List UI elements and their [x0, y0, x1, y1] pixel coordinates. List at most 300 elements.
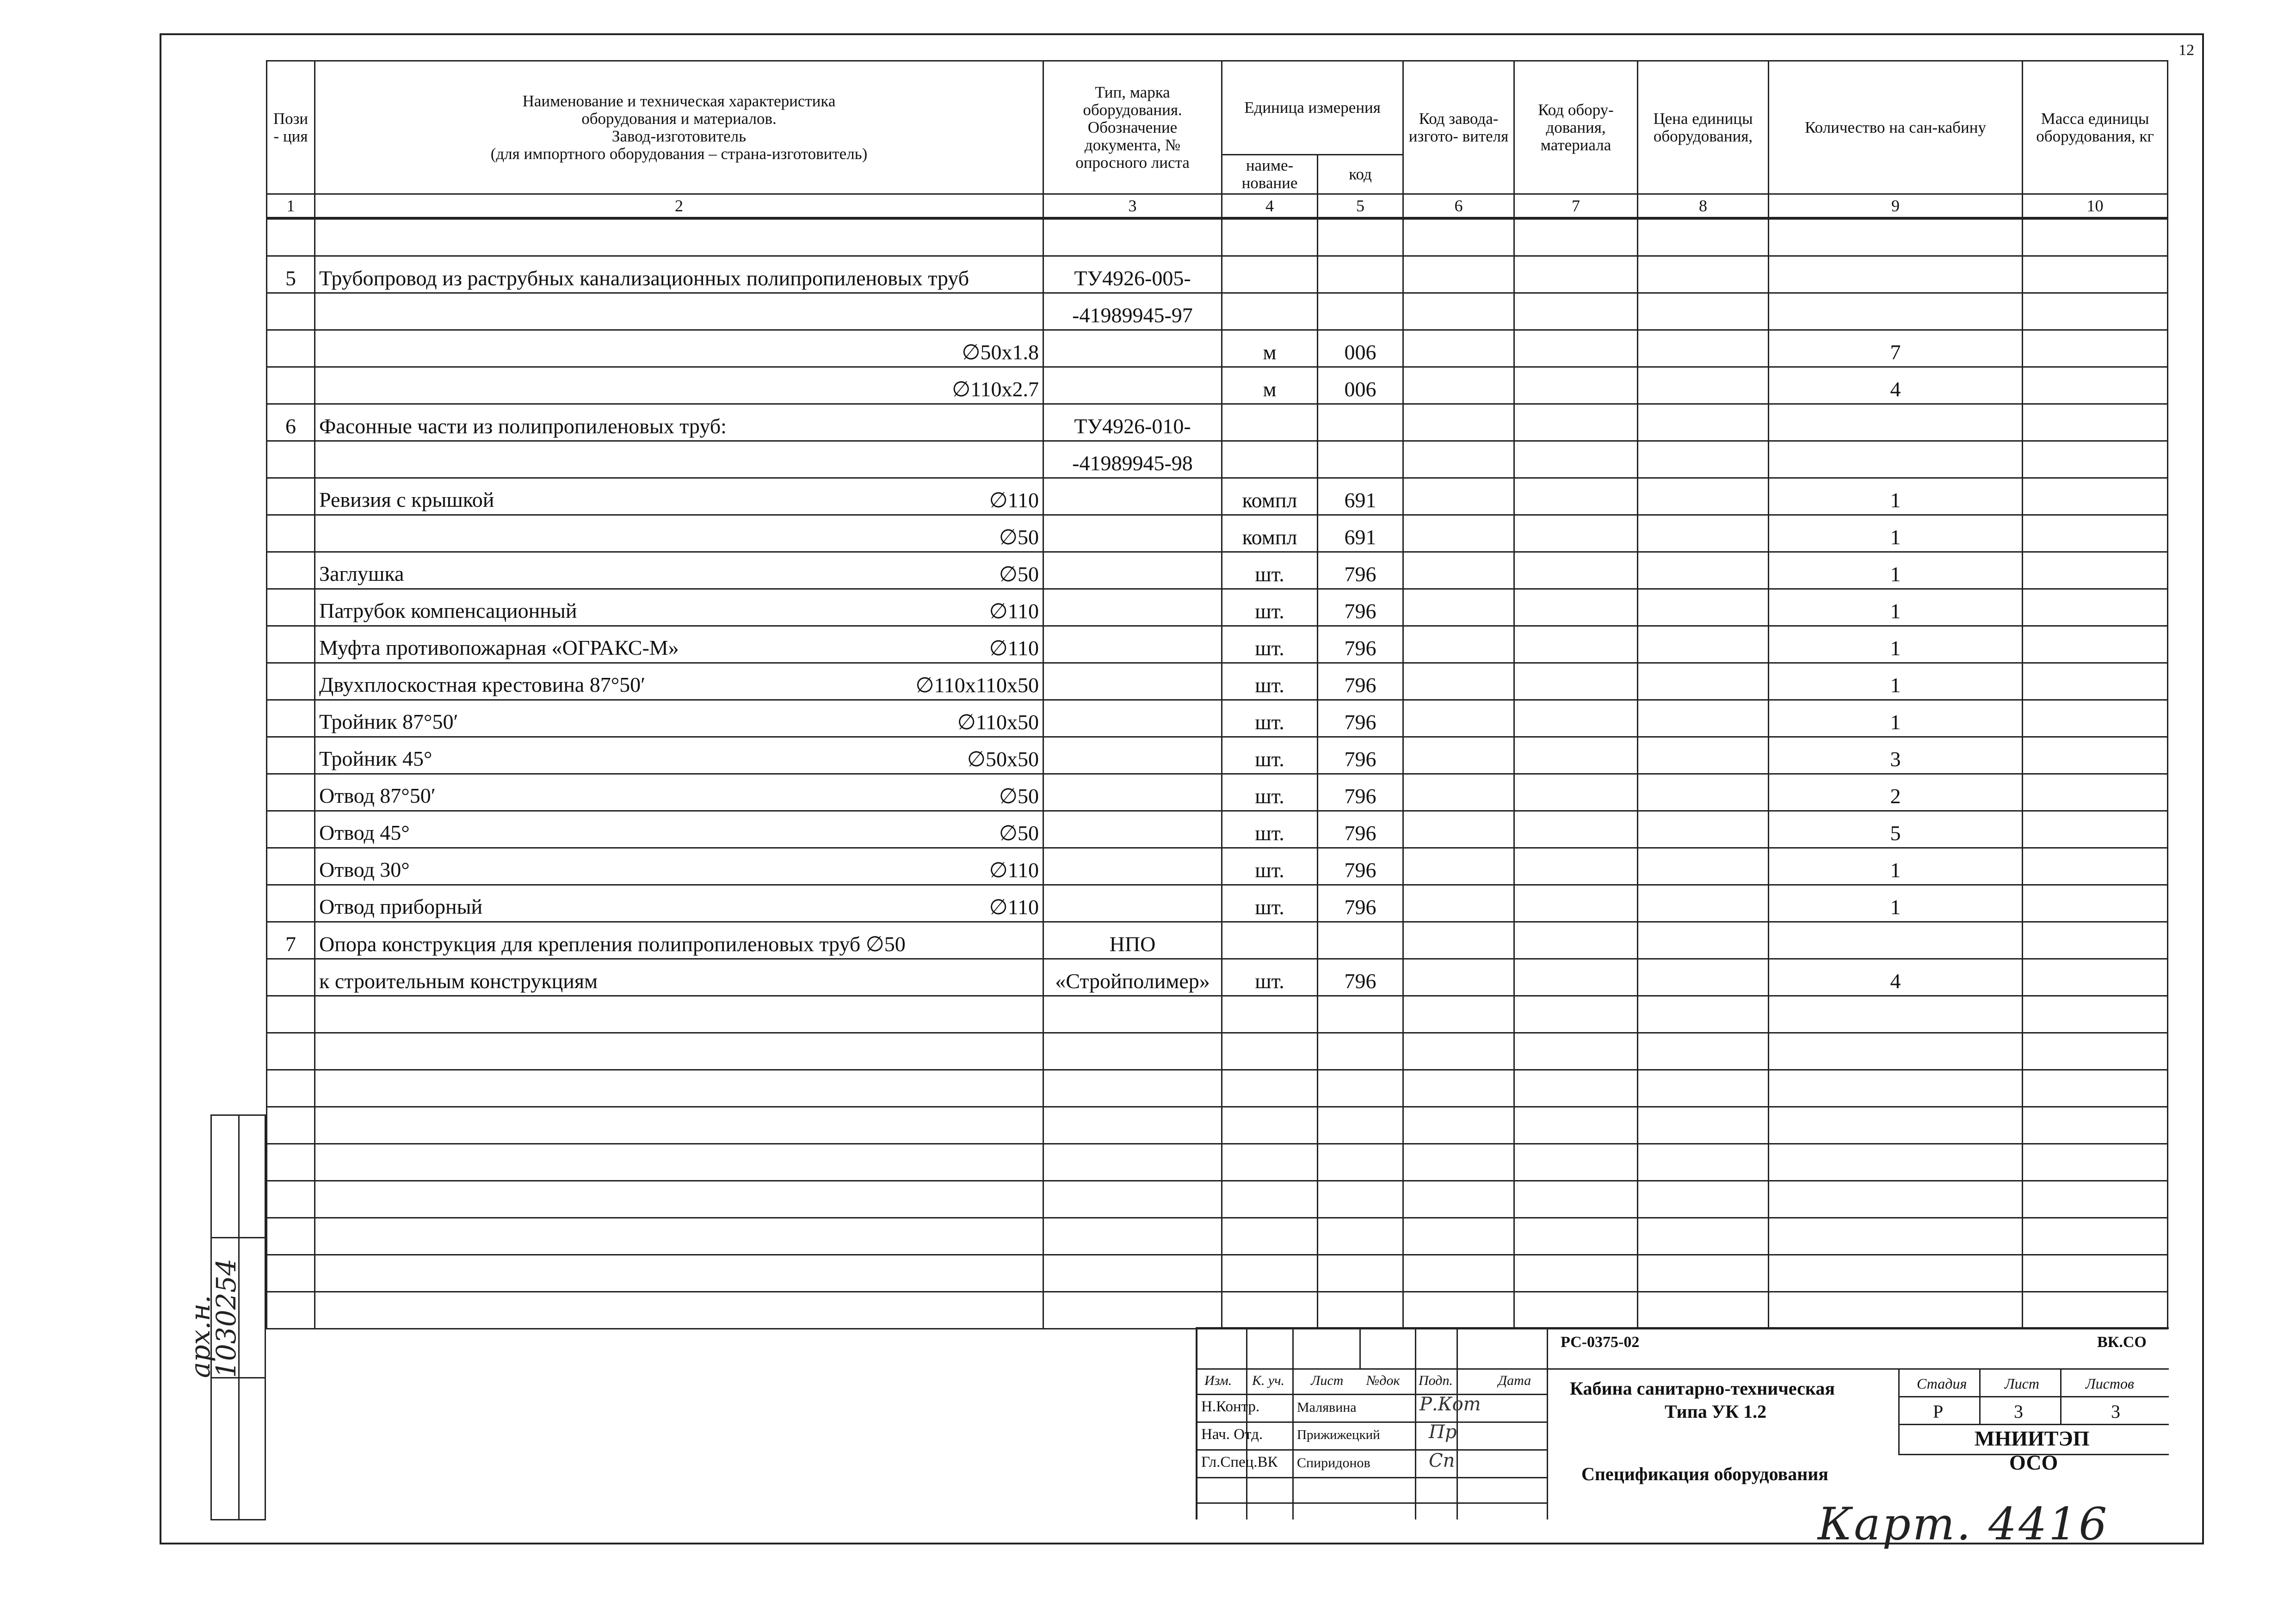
cell-plant-code [1403, 1107, 1514, 1144]
cell-unit-name [1222, 1181, 1318, 1218]
cell-quantity: 2 [1769, 774, 2023, 811]
cell-quantity: 1 [1769, 589, 2023, 626]
cell-price [1638, 1292, 1769, 1329]
cell-type: ТУ4926-005- [1043, 256, 1222, 293]
cell-position [267, 1218, 315, 1255]
cell-mass [2023, 478, 2168, 515]
cell-mass [2023, 1107, 2168, 1144]
hdr-kuch: К. уч. [1252, 1373, 1285, 1388]
column-number: 8 [1638, 194, 1769, 219]
tb-divider [1197, 1449, 1547, 1451]
cell-unit-name: шт. [1222, 552, 1318, 589]
table-row [267, 330, 2168, 367]
cell-mass [2023, 700, 2168, 737]
item-diameter: ∅110 [989, 636, 1039, 660]
cell-position [267, 441, 315, 478]
document-code: РС-0375-02 [1561, 1334, 1640, 1351]
cell-equipment-code [1514, 218, 1638, 256]
tb-divider [1197, 1502, 1547, 1504]
role-dept-head: Нач. Отд. [1201, 1426, 1263, 1443]
cell-position [267, 811, 315, 848]
cell-price [1638, 1033, 1769, 1070]
cell-quantity [1769, 1144, 2023, 1181]
cell-name [315, 218, 1043, 256]
item-name: Отвод 45° [319, 821, 410, 844]
item-diameter: ∅110 [989, 599, 1039, 623]
cell-position [267, 700, 315, 737]
cell-price [1638, 330, 1769, 367]
table-row [267, 774, 2168, 811]
item-diameter: ∅50 [999, 784, 1039, 808]
table-row [267, 515, 2168, 552]
item-name: к строительным конструкциям [319, 969, 598, 993]
table-row [267, 1255, 2168, 1292]
cell-unit-name: шт. [1222, 663, 1318, 700]
table-row [267, 1292, 2168, 1329]
header-equipment-code: Код обору- дования, материала [1514, 61, 1638, 194]
cell-type [1043, 218, 1222, 256]
cell-unit-name [1222, 996, 1318, 1033]
cell-plant-code [1403, 959, 1514, 996]
cell-unit-code [1318, 1107, 1403, 1144]
cell-quantity: 1 [1769, 700, 2023, 737]
cell-name [315, 922, 1043, 959]
cell-quantity: 1 [1769, 478, 2023, 515]
cell-plant-code [1403, 700, 1514, 737]
cell-mass [2023, 848, 2168, 885]
cell-price [1638, 700, 1769, 737]
cell-mass [2023, 1144, 2168, 1181]
cell-position [267, 1070, 315, 1107]
cell-quantity: 1 [1769, 848, 2023, 885]
cell-name [315, 330, 1043, 367]
cell-equipment-code [1514, 1255, 1638, 1292]
cell-unit-name: компл [1222, 515, 1318, 552]
cell-plant-code [1403, 1033, 1514, 1070]
table-row [267, 1107, 2168, 1144]
cell-name [315, 811, 1043, 848]
cell-unit-name [1222, 441, 1318, 478]
cell-mass [2023, 552, 2168, 589]
cell-name [315, 700, 1043, 737]
cell-unit-name: м [1222, 330, 1318, 367]
cell-type [1043, 700, 1222, 737]
cell-unit-code: 796 [1318, 774, 1403, 811]
cell-quantity [1769, 404, 2023, 441]
cell-position [267, 589, 315, 626]
cell-price [1638, 293, 1769, 330]
header-unit-code: код [1318, 155, 1403, 194]
cell-type [1043, 1292, 1222, 1329]
cell-unit-name [1222, 1107, 1318, 1144]
cell-type [1043, 1181, 1222, 1218]
cell-name [315, 1070, 1043, 1107]
cell-equipment-code [1514, 589, 1638, 626]
cell-position [267, 1292, 315, 1329]
item-name: Двухплоскостная крестовина 87°50′ [319, 673, 646, 696]
item-diameter: ∅50x1.8 [962, 340, 1039, 364]
cell-type [1043, 626, 1222, 663]
cell-equipment-code [1514, 1070, 1638, 1107]
cell-plant-code [1403, 589, 1514, 626]
cell-type [1043, 478, 1222, 515]
cell-equipment-code [1514, 293, 1638, 330]
cell-unit-code [1318, 441, 1403, 478]
table-row [267, 700, 2168, 737]
cell-type [1043, 885, 1222, 922]
cell-price [1638, 663, 1769, 700]
cell-unit-code: 691 [1318, 478, 1403, 515]
cell-unit-name [1222, 1292, 1318, 1329]
item-name: Отвод 30° [319, 858, 410, 881]
item-name: Патрубок компенсационный [319, 599, 577, 622]
cell-price [1638, 959, 1769, 996]
cell-position [267, 218, 315, 256]
cell-position [267, 552, 315, 589]
cell-plant-code [1403, 367, 1514, 404]
cell-plant-code [1403, 1181, 1514, 1218]
cell-name [315, 367, 1043, 404]
cell-position: 7 [267, 922, 315, 959]
cell-type [1043, 589, 1222, 626]
table-row [267, 811, 2168, 848]
cell-mass [2023, 1255, 2168, 1292]
cell-price [1638, 441, 1769, 478]
cell-name [315, 848, 1043, 885]
item-name: Фасонные части из полипропиленовых труб: [319, 414, 727, 438]
cell-mass [2023, 811, 2168, 848]
name-norm-control: Малявина [1297, 1400, 1357, 1415]
header-price: Цена единицы оборудования, [1638, 61, 1769, 194]
cell-position [267, 293, 315, 330]
cell-quantity [1769, 1292, 2023, 1329]
table-row [267, 478, 2168, 515]
item-diameter: ∅50x50 [967, 747, 1039, 771]
cell-position [267, 1107, 315, 1144]
cell-quantity [1769, 1218, 2023, 1255]
section-code: ВК.СО [2097, 1334, 2147, 1351]
column-number: 9 [1769, 194, 2023, 219]
cell-equipment-code [1514, 1181, 1638, 1218]
cell-price [1638, 478, 1769, 515]
item-diameter: ∅50 [999, 821, 1039, 845]
cell-equipment-code [1514, 700, 1638, 737]
cell-quantity [1769, 441, 2023, 478]
item-name: Отвод приборный [319, 895, 483, 918]
cell-price [1638, 1144, 1769, 1181]
hdr-podp: Подп. [1419, 1373, 1453, 1388]
cell-type [1043, 737, 1222, 774]
cell-unit-code [1318, 404, 1403, 441]
cell-equipment-code [1514, 959, 1638, 996]
cell-position [267, 885, 315, 922]
cell-mass [2023, 1033, 2168, 1070]
cell-mass [2023, 663, 2168, 700]
header-quantity: Количество на сан-кабину [1769, 61, 2023, 194]
column-number: 10 [2023, 194, 2168, 219]
stage-label: Стадия [1917, 1375, 1967, 1392]
item-name: Отвод 87°50′ [319, 784, 436, 807]
archive-handwritten-number [185, 1239, 242, 1378]
cell-name [315, 552, 1043, 589]
cell-plant-code [1403, 441, 1514, 478]
cell-position: 5 [267, 256, 315, 293]
cell-mass [2023, 922, 2168, 959]
cell-mass [2023, 441, 2168, 478]
cell-mass [2023, 293, 2168, 330]
cell-unit-code: 691 [1318, 515, 1403, 552]
cell-mass [2023, 589, 2168, 626]
cell-quantity: 1 [1769, 663, 2023, 700]
cell-equipment-code [1514, 256, 1638, 293]
tb-divider [1197, 1394, 1547, 1395]
cell-unit-name [1222, 256, 1318, 293]
item-diameter: ∅110 [989, 488, 1039, 512]
cell-equipment-code [1514, 885, 1638, 922]
cell-unit-name: шт. [1222, 848, 1318, 885]
table-row [267, 1181, 2168, 1218]
role-chief-specialist: Гл.Спец.ВК [1201, 1454, 1278, 1470]
cell-type [1043, 552, 1222, 589]
cell-price [1638, 552, 1769, 589]
table-row [267, 1033, 2168, 1070]
item-diameter: ∅110x50 [957, 710, 1039, 734]
header-type: Тип, марка оборудования. Обозначение документа, № опросного листа [1043, 61, 1222, 194]
cell-quantity [1769, 922, 2023, 959]
cell-type: -41989945-98 [1043, 441, 1222, 478]
cell-equipment-code [1514, 441, 1638, 478]
cell-unit-name [1222, 1255, 1318, 1292]
cell-mass [2023, 1292, 2168, 1329]
cell-type [1043, 996, 1222, 1033]
specification-table-wrapper [266, 60, 2167, 1329]
cell-unit-name [1222, 922, 1318, 959]
cell-type [1043, 811, 1222, 848]
handwritten-card-number: Карт. 4416 [1818, 1498, 2109, 1550]
item-diameter: ∅50 [999, 562, 1039, 586]
cell-quantity [1769, 996, 2023, 1033]
header-unit-group: Единица измерения [1222, 61, 1403, 155]
cell-unit-name [1222, 1033, 1318, 1070]
cell-name [315, 774, 1043, 811]
item-diameter: ∅110 [989, 895, 1039, 919]
cell-price [1638, 515, 1769, 552]
tb-divider [1547, 1368, 2169, 1370]
cell-price [1638, 848, 1769, 885]
sheets-value: 3 [2111, 1401, 2120, 1422]
cell-equipment-code [1514, 922, 1638, 959]
cell-unit-code [1318, 1033, 1403, 1070]
cell-name [315, 1255, 1043, 1292]
cell-quantity [1769, 218, 2023, 256]
cell-name [315, 737, 1043, 774]
cell-type [1043, 663, 1222, 700]
table-row [267, 922, 2168, 959]
cell-equipment-code [1514, 1292, 1638, 1329]
cell-plant-code [1403, 552, 1514, 589]
cell-price [1638, 404, 1769, 441]
header-position: Пози - ция [267, 61, 315, 194]
cell-quantity: 1 [1769, 885, 2023, 922]
cell-plant-code [1403, 515, 1514, 552]
cell-unit-name: шт. [1222, 626, 1318, 663]
column-number: 6 [1403, 194, 1514, 219]
cell-plant-code [1403, 848, 1514, 885]
cell-unit-name: шт. [1222, 589, 1318, 626]
cell-unit-code: 796 [1318, 959, 1403, 996]
table-row [267, 293, 2168, 330]
column-number: 3 [1043, 194, 1222, 219]
title-line-2: Типа УК 1.2 [1665, 1401, 1767, 1422]
cell-equipment-code [1514, 478, 1638, 515]
header-name-line1: Наименование и техническая характеристика [522, 92, 836, 110]
cell-equipment-code [1514, 404, 1638, 441]
cell-plant-code [1403, 1218, 1514, 1255]
hdr-data: Дата [1498, 1373, 1531, 1388]
hdr-ndok: №док [1366, 1373, 1400, 1388]
table-row [267, 441, 2168, 478]
cell-mass [2023, 774, 2168, 811]
cell-unit-name [1222, 1218, 1318, 1255]
cell-mass [2023, 218, 2168, 256]
tb-divider [1898, 1424, 2169, 1425]
cell-name [315, 996, 1043, 1033]
cell-quantity [1769, 256, 2023, 293]
cell-type [1043, 774, 1222, 811]
cell-plant-code [1403, 1292, 1514, 1329]
cell-plant-code [1403, 1255, 1514, 1292]
cell-quantity: 1 [1769, 515, 2023, 552]
cell-equipment-code [1514, 1107, 1638, 1144]
item-name: Тройник 45° [319, 747, 432, 770]
table-row [267, 1218, 2168, 1255]
cell-unit-code [1318, 996, 1403, 1033]
cell-unit-code: 796 [1318, 552, 1403, 589]
cell-position [267, 1255, 315, 1292]
cell-plant-code [1403, 885, 1514, 922]
cell-plant-code [1403, 256, 1514, 293]
cell-unit-code: 796 [1318, 848, 1403, 885]
item-diameter: ∅110x2.7 [952, 377, 1039, 401]
cell-name [315, 256, 1043, 293]
table-row [267, 663, 2168, 700]
cell-position [267, 1033, 315, 1070]
cell-unit-code: 796 [1318, 700, 1403, 737]
cell-type [1043, 1218, 1222, 1255]
sheet-number: 12 [2179, 42, 2194, 59]
cell-type [1043, 515, 1222, 552]
table-row [267, 626, 2168, 663]
cell-equipment-code [1514, 811, 1638, 848]
column-number: 5 [1318, 194, 1403, 219]
cell-unit-code [1318, 1292, 1403, 1329]
cell-position [267, 515, 315, 552]
cell-unit-name [1222, 1070, 1318, 1107]
cell-type [1043, 1255, 1222, 1292]
tb-divider [1197, 1477, 1547, 1478]
cell-unit-code [1318, 1144, 1403, 1181]
tb-divider [1898, 1368, 1900, 1454]
cell-plant-code [1403, 737, 1514, 774]
cell-unit-code [1318, 1218, 1403, 1255]
cell-unit-code [1318, 1070, 1403, 1107]
cell-price [1638, 885, 1769, 922]
cell-mass [2023, 1070, 2168, 1107]
cell-position [267, 330, 315, 367]
cell-position [267, 1181, 315, 1218]
cell-position: 6 [267, 404, 315, 441]
cell-type: НПО [1043, 922, 1222, 959]
cell-name [315, 1181, 1043, 1218]
column-numbers-row [267, 194, 2168, 219]
signature-1: Р.Кот [1420, 1394, 1481, 1415]
table-row [267, 218, 2168, 256]
cell-mass [2023, 404, 2168, 441]
cell-mass [2023, 1218, 2168, 1255]
cell-equipment-code [1514, 1144, 1638, 1181]
cell-type [1043, 330, 1222, 367]
specification-table [266, 60, 2168, 1329]
cell-name [315, 885, 1043, 922]
cell-equipment-code [1514, 1033, 1638, 1070]
cell-equipment-code [1514, 996, 1638, 1033]
cell-type: -41989945-97 [1043, 293, 1222, 330]
cell-unit-code: 796 [1318, 663, 1403, 700]
cell-unit-code [1318, 922, 1403, 959]
table-row [267, 848, 2168, 885]
column-number: 1 [267, 194, 315, 219]
cell-unit-code: 796 [1318, 811, 1403, 848]
cell-name [315, 1107, 1043, 1144]
cell-price [1638, 256, 1769, 293]
header-name [315, 61, 1043, 194]
item-name: Заглушка [319, 562, 404, 585]
name-dept-head: Прижижецкий [1297, 1427, 1380, 1442]
title-line-1: Кабина санитарно-техническая [1570, 1378, 1835, 1399]
stage-value: Р [1933, 1401, 1944, 1422]
table-row [267, 1144, 2168, 1181]
cell-unit-name: шт. [1222, 737, 1318, 774]
tb-divider [1292, 1329, 1294, 1519]
cell-mass [2023, 515, 2168, 552]
cell-quantity [1769, 1255, 2023, 1292]
cell-price [1638, 1107, 1769, 1144]
archive-handwriting-line2: 1030254 [210, 1258, 242, 1378]
cell-plant-code [1403, 218, 1514, 256]
cell-position [267, 626, 315, 663]
cell-price [1638, 1218, 1769, 1255]
cell-unit-code: 006 [1318, 330, 1403, 367]
cell-quantity: 3 [1769, 737, 2023, 774]
cell-type [1043, 367, 1222, 404]
tb-divider [1547, 1329, 1548, 1519]
cell-name [315, 1292, 1043, 1329]
cell-quantity: 4 [1769, 367, 2023, 404]
cell-quantity: 7 [1769, 330, 2023, 367]
cell-plant-code [1403, 663, 1514, 700]
side-stamp-divider [212, 1237, 265, 1238]
header-name-line2: оборудования и материалов. [581, 109, 777, 128]
header-plant-code: Код завода- изгото- вителя [1403, 61, 1514, 194]
cell-plant-code [1403, 996, 1514, 1033]
organization-name: МНИИТЭП [1975, 1427, 2090, 1450]
cell-unit-name [1222, 1144, 1318, 1181]
cell-price [1638, 774, 1769, 811]
cell-unit-name: компл [1222, 478, 1318, 515]
tb-divider [1197, 1368, 1547, 1370]
cell-equipment-code [1514, 663, 1638, 700]
cell-quantity [1769, 1181, 2023, 1218]
